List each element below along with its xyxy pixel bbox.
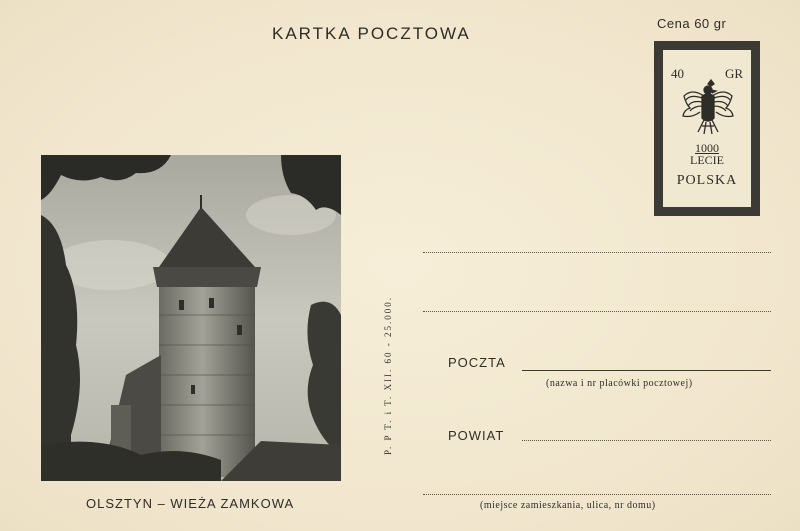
postage-stamp	[654, 41, 760, 216]
card-title: KARTKA POCZTOWA	[272, 24, 471, 43]
stamp-currency: GR	[724, 66, 743, 81]
poczta-hint: (nazwa i nr placówki pocztowej)	[546, 378, 693, 389]
photo-caption: OLSZTYN – WIEŻA ZAMKOWA	[86, 496, 295, 511]
address-line-2[interactable]	[423, 311, 771, 312]
castle-tower-photo	[41, 155, 341, 481]
price-label: Cena 60 gr	[657, 16, 727, 31]
stamp-face	[662, 49, 752, 208]
address-line-1[interactable]	[423, 252, 771, 253]
stamp-value: 40	[671, 66, 684, 81]
poczta-label: POCZTA	[448, 355, 506, 370]
polish-eagle-icon	[680, 78, 736, 140]
powiat-input-line[interactable]	[522, 440, 771, 441]
powiat-label: POWIAT	[448, 428, 505, 443]
residence-hint: (miejsce zamieszkania, ulica, nr domu)	[480, 500, 656, 511]
publisher-imprint: P. P T. i T. XII. 60 - 25.000.	[383, 295, 393, 455]
stamp-millennium-number: 1000	[695, 141, 719, 155]
stamp-country: POLSKA	[676, 173, 738, 188]
stamp-millennium-word: LECIE	[690, 153, 724, 167]
poczta-input-line[interactable]	[522, 370, 771, 371]
residence-input-line[interactable]	[423, 494, 771, 495]
